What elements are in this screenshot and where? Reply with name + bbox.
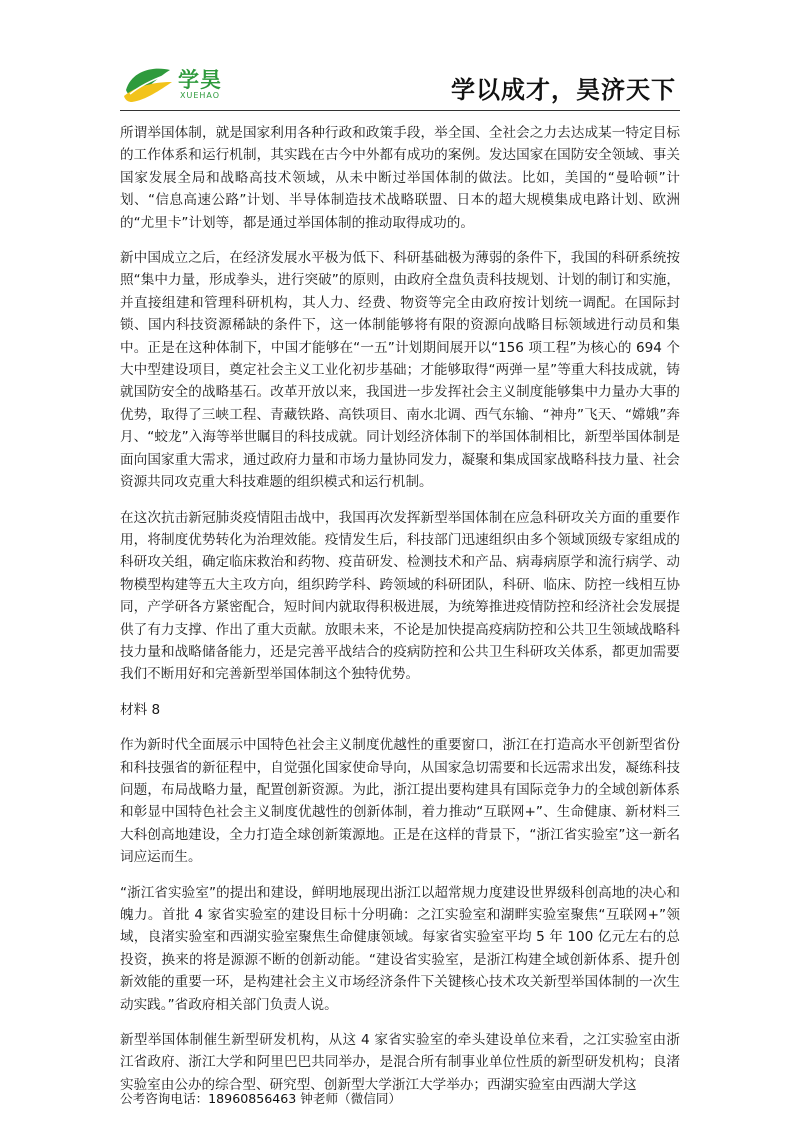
- paragraph: 所谓举国体制，就是国家利用各种行政和政策手段，举全国、全社会之力去达成某一特定目标的工作体系和运行机制，其实践在古今中外都有成功的案例。发达国家在国防安全领域、事关国家发展全局和战略高技术领域，从未中断过举国体制的做法。比如，美国的“曼哈顿”计划、“信息高速公路”计划、半导体制造技术战略联盟、日本的超大规模集成电路计划、欧洲的“尤里卡”计划等，都是通过举国体制的推动取得成功的。: [120, 125, 680, 231]
- xuehao-logo: [120, 60, 230, 106]
- paragraph: 新中国成立之后，在经济发展水平极为低下、科研基础极为薄弱的条件下，我国的科研系统按照“集中力量，形成拳头，进行突破”的原则，由政府全盘负责科技规划、计划的制订和实施，并直接组建和管理科研机构，其人力、经费、物资等完全由政府按计划统一调配。在国际封锁、国内科技资源稀缺的条件下，这一体制能够将有限的资源向战略目标领域进行动员和集中。正是在这种体制下，中国才能够在“一五”计划期间展开以“156 项工程”为核心的 694 个大中型建设项目，奠定社会主义工业化初步基础；才能够取得“两弹一星”等重大科技成就，铸就国防安全的战略基石。改革开放以来，我国进一步发挥社会主义制度能够集中力量办大事的优势，取得了三峡工程、青藏铁路、高铁项目、南水北调、西气东输、“神舟”飞天、“嫦娥”奔月、“蛟龙”入海等举世瞩目的科技成就。同计划经济体制下的举国体制相比，新型举国体制是面向国家重大需求，通过政府力量和市场力量协同发力，凝聚和集成国家战略科技力量、社会资源共同攻克重大科技难题的组织模式和运行机制。: [120, 250, 680, 491]
- slogan: 学以成才，昊济天下: [451, 76, 676, 104]
- section-label: 材料 8: [120, 701, 161, 718]
- page-header: [120, 58, 680, 110]
- header-divider: [120, 110, 680, 111]
- paragraph: 新型举国体制催生新型研发机构，从这 4 家省实验室的牵头建设单位来看，之江实验室由浙江省政府、浙江大学和阿里巴巴共同举办，是混合所有制事业单位性质的新型研发机构；良渚实验室由公办的综合型、研究型、创新型大学浙江大学举办；西湖实验室由西湖大学这: [120, 1032, 680, 1093]
- paragraph: 作为新时代全面展示中国特色社会主义制度优越性的重要窗口，浙江在打造高水平创新型省份和科技强省的新征程中，自觉强化国家使命导向，从国家急切需要和长远需求出发，凝练科技问题，布局战略力量，配置创新资源。为此，浙江提出要构建具有国际竞争力的全域创新体系和彰显中国特色社会主义制度优越性的创新体制，着力推动“互联网+”、生命健康、新材料三大科创高地建设，全力打造全球创新策源地。正是在这样的背景下，“浙江省实验室”这一新名词应运而生。: [120, 737, 680, 866]
- logo-text: 学昊: [178, 68, 222, 92]
- paragraph: “浙江省实验室”的提出和建设，鲜明地展现出浙江以超常规力度建设世界级科创高地的决心和魄力。首批 4 家省实验室的建设目标十分明确：之江实验室和湖畔实验室聚焦“互联网+”领域，良渚实验室和西湖实验室聚焦生命健康领域。每家省实验室平均 5 年 100 亿元左右的总投资，换来的将是源源不断的创新动能。“建设省实验室，是浙江构建全域创新体系、提升创新效能的重要一环，是构建社会主义市场经济条件下关键核心技术攻关新型举国体制的一次生动实践。”省政府相关部门负责人说。: [120, 884, 680, 1013]
- leaf-logo-icon: [120, 60, 176, 106]
- footer-contact: 公考咨询电话：18960856463 钟老师（微信同）: [120, 1091, 402, 1106]
- document-body: [120, 122, 680, 1109]
- paragraph: 在这次抗击新冠肺炎疫情阻击战中，我国再次发挥新型举国体制在应急科研攻关方面的重要作用，将制度优势转化为治理效能。疫情发生后，科技部门迅速组织由多个领域顶级专家组成的科研攻关组，确定临床救治和药物、疫苗研发、检测技术和产品、病毒病原学和流行病学、动物模型构建等五大主攻方向，组织跨学科、跨领域的科研团队，科研、临床、防控一线相互协同，产学研各方紧密配合，短时间内就取得积极进展，为统筹推进疫情防控和经济社会发展提供了有力支撑、作出了重大贡献。放眼未来，不论是加快提高疫病防控和公共卫生领域战略科技力量和战略储备能力，还是完善平战结合的疫病防控和公共卫生科研攻关体系，都更加需要我们不断用好和完善新型举国体制这个独特优势。: [120, 509, 680, 683]
- logo-subtext: XUEHAO: [180, 91, 221, 100]
